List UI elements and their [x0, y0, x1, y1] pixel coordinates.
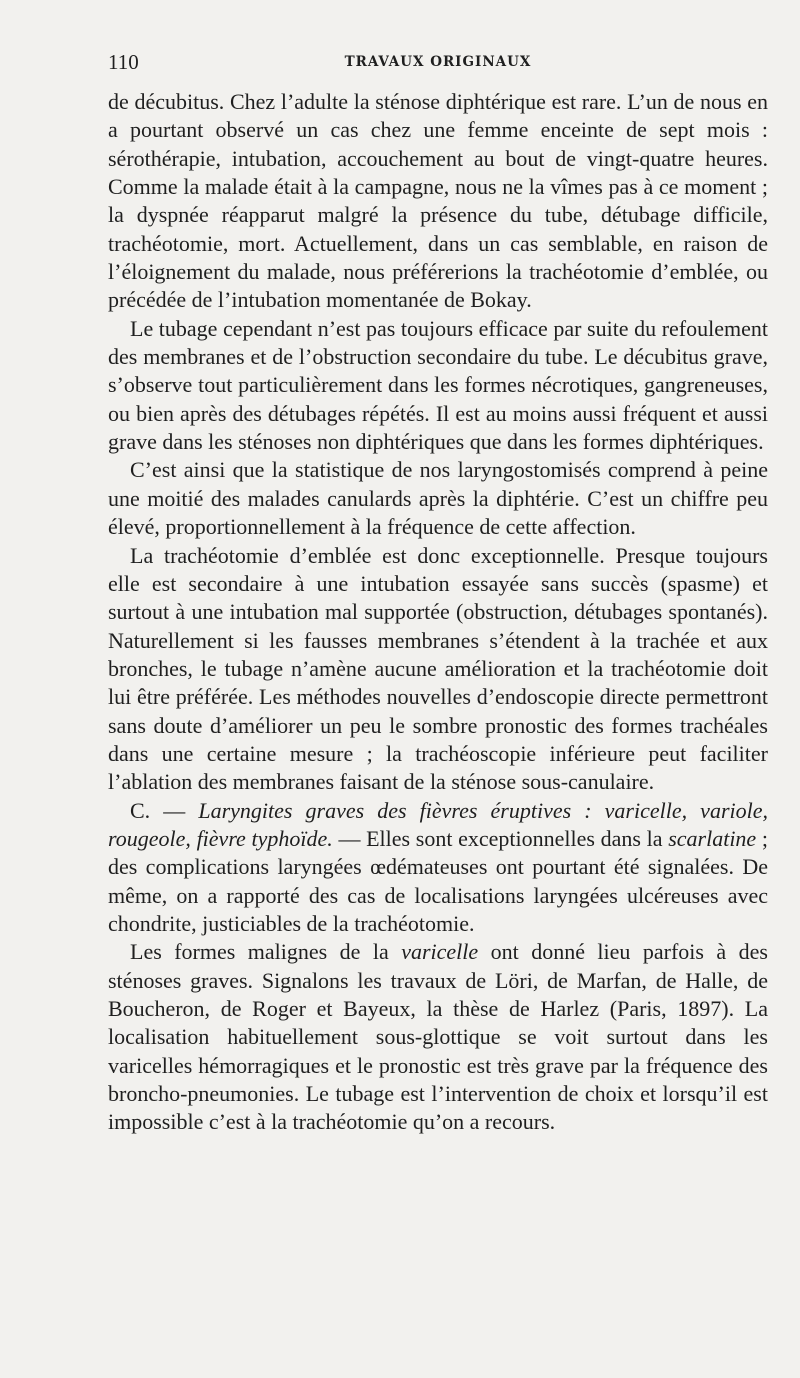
last-paragraph: [108, 938, 768, 1136]
body-text: [108, 88, 768, 1137]
section-c-after-title: — Elles sont exceptionnelles dans la: [332, 825, 669, 851]
paragraph-1: de décubitus. Chez l’adulte la sténose diphtérique est rare. L’un de nous en a pourtant observé un cas chez une femme enceinte de sept mois : sérothérapie, intubation, accouchement au bout de vingt-quatre heures. Comme la malade était à la campagne, nous ne la vîmes pas à ce moment ; la dyspnée réapparut malgré la présence du tube, détubage difficile, trachéotomie, mort. Actuellement, dans un cas semblable, en raison de l’éloignement du malade, nous préférerions la trachéotomie d’emblée, ou précédée de l’intubation momentanée de Bokay.: [108, 89, 768, 313]
running-head: TRAVAUX ORIGINAUX: [344, 54, 532, 70]
section-c-scarlatine: scarlatine: [668, 825, 757, 851]
last-paragraph-before: Les formes malignes de la: [130, 939, 402, 965]
section-c-title: Laryngites graves des fièvres éruptives : varicelle, variole, rougeole, fièvre typhoïde.: [108, 797, 768, 851]
last-paragraph-varicelle: varicelle: [401, 939, 479, 965]
page-header: [108, 50, 768, 80]
section-c-paragraph: [108, 797, 768, 939]
last-paragraph-after: ont donné lieu parfois à des sténoses graves. Signalons les travaux de Löri, de Marfan, de Halle, de Boucheron, de Roger et Bayeux, la thèse de Harlez (Paris, 1897). La localisation habituellement sous-glottique se voit surtout dans les varicelles hémorragiques et le pronostic est très grave par la fréquence des broncho-pneumonies. Le tubage est l’intervention de choix et lorsqu’il est impossible c’est à la trachéotomie qu’on a recours.: [108, 939, 768, 1135]
paragraph-3: C’est ainsi que la statistique de nos laryngostomisés comprend à peine une moitié des malades canulards après la diphtérie. C’est un chiffre peu élevé, proportionnellement à la fréquence de cette affection.: [108, 457, 768, 540]
section-c-lead: C. —: [130, 797, 199, 823]
paragraph-2: Le tubage cependant n’est pas toujours efficace par suite du refoulement des membranes et de l’obstruction secondaire du tube. Le décubitus grave, s’observe tout particulièrement dans les formes nécrotiques, gangreneuses, ou bien après des détubages répétés. Il est au moins aussi fréquent et aussi grave dans les sténoses non diphtériques que dans les formes diphtériques.: [108, 315, 768, 455]
paragraph-4: La trachéotomie d’emblée est donc exceptionnelle. Presque toujours elle est secondaire à une intubation essayée sans succès (spasme) et surtout à une intubation mal supportée (obstruction, détubages spontanés). Naturellement si les fausses membranes s’étendent à la trachée et aux bronches, le tubage n’amène aucune amélioration et la trachéotomie doit lui être préférée. Les méthodes nouvelles d’endoscopie directe permettront sans doute d’améliorer un peu le sombre pronostic des formes trachéales dans une certaine mesure ; la trachéoscopie inférieure peut faciliter l’ablation des membranes faisant de la sténose sous-canulaire.: [108, 542, 768, 795]
page-number: 110: [108, 50, 139, 74]
section-c-rest: ; des complications laryngées œdémateuses ont pourtant été signalées. De même, on a rapporté des cas de localisations laryngées ulcéreuses avec chondrite, justiciables de la trachéotomie.: [108, 825, 768, 936]
